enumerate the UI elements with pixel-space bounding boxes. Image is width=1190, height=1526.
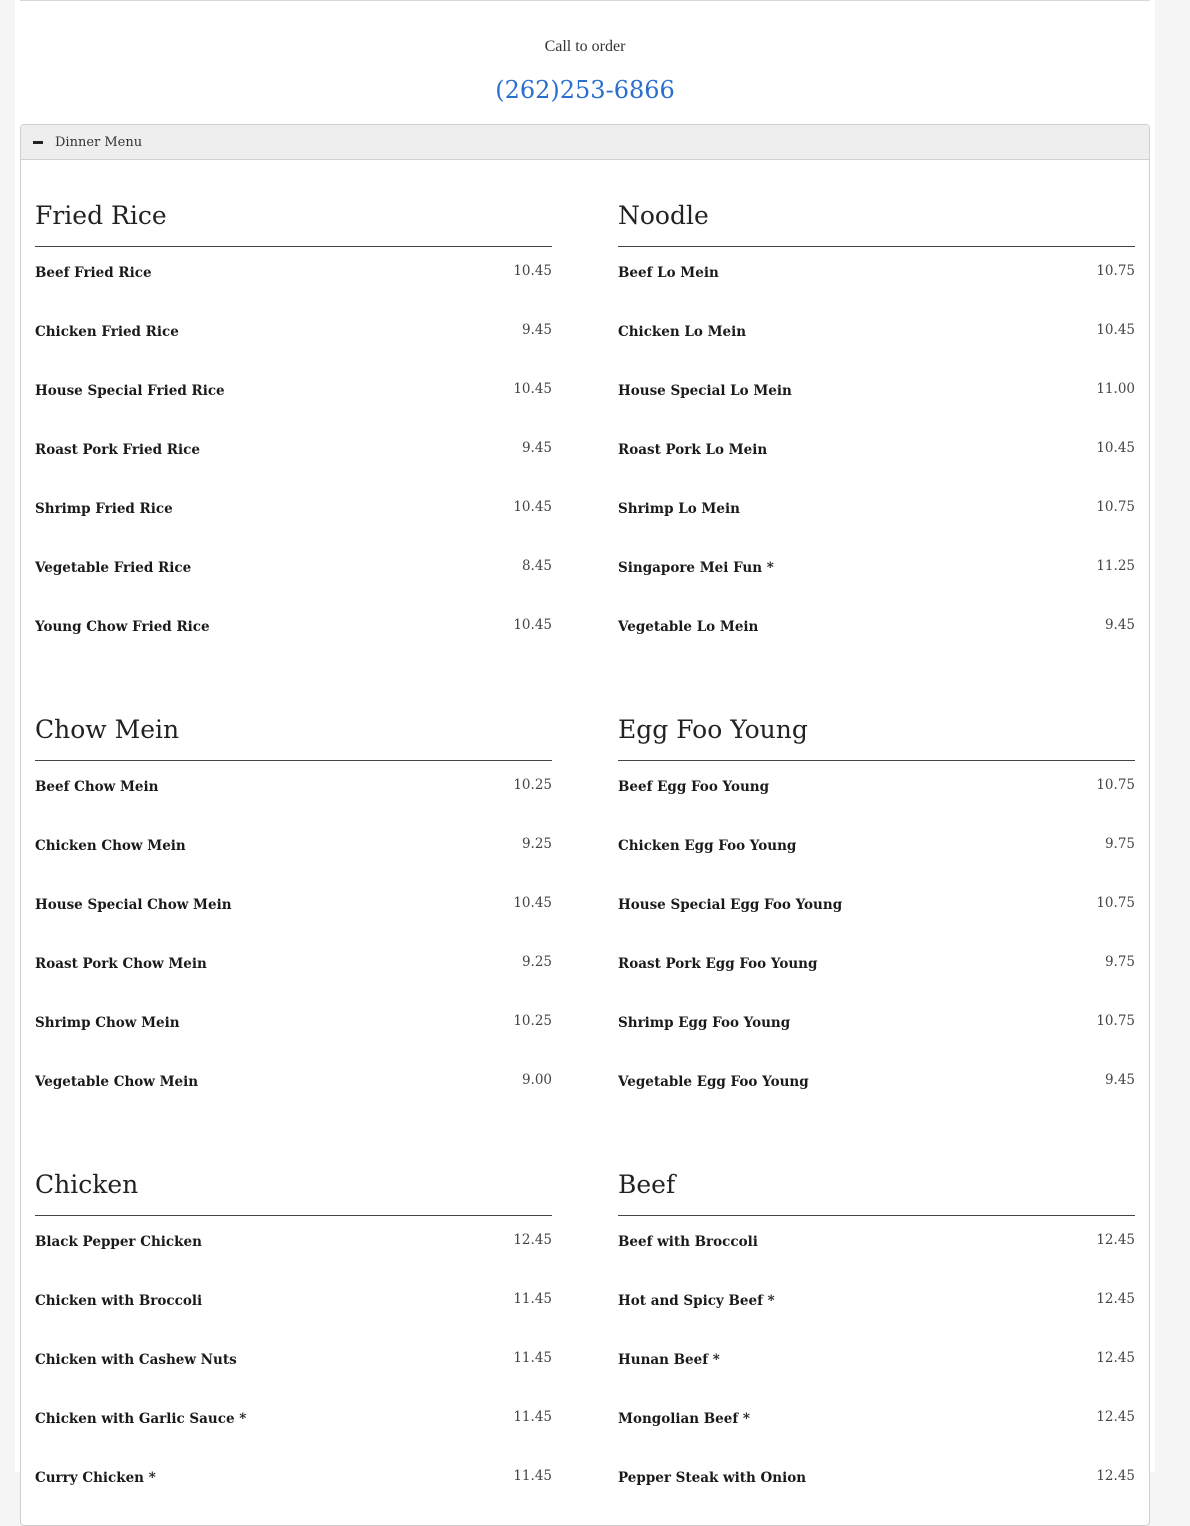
- menu-section: [35, 1168, 552, 1511]
- top-divider: [20, 0, 1150, 1]
- menu-item[interactable]: [618, 306, 1135, 365]
- menu-item[interactable]: [35, 879, 552, 938]
- menu-item[interactable]: [35, 424, 552, 483]
- menu-item-price: 11.25: [1096, 558, 1135, 574]
- menu-item-name: Chicken with Cashew Nuts: [35, 1352, 237, 1368]
- menu-item[interactable]: [35, 365, 552, 424]
- menu-item[interactable]: [618, 997, 1135, 1056]
- menu-item[interactable]: [35, 542, 552, 601]
- menu-item[interactable]: [618, 1334, 1135, 1393]
- menu-item-name: Roast Pork Lo Mein: [618, 442, 768, 458]
- menu-item-name: Hot and Spicy Beef *: [618, 1293, 775, 1309]
- menu-item-price: 11.45: [513, 1409, 552, 1425]
- menu-item-price: 11.00: [1096, 381, 1135, 397]
- menu-item-name: Hunan Beef *: [618, 1352, 720, 1368]
- menu-item-name: Shrimp Chow Mein: [35, 1015, 180, 1031]
- section-title: Fried Rice: [35, 199, 552, 247]
- menu-item[interactable]: [618, 1393, 1135, 1452]
- section-title: Egg Foo Young: [618, 713, 1135, 761]
- menu-item[interactable]: [35, 761, 552, 820]
- menu-item[interactable]: [35, 1275, 552, 1334]
- minus-icon: [33, 141, 43, 144]
- menu-item-name: Beef with Broccoli: [618, 1234, 758, 1250]
- menu-item-price: 10.45: [1096, 440, 1135, 456]
- menu-item[interactable]: [618, 1275, 1135, 1334]
- menu-item-price: 10.75: [1096, 895, 1135, 911]
- menu-item-price: 12.45: [1096, 1468, 1135, 1484]
- menu-item-price: 8.45: [521, 558, 552, 574]
- menu-item-name: Singapore Mei Fun *: [618, 560, 774, 576]
- menu-item[interactable]: [618, 483, 1135, 542]
- menu-item-name: Chicken Fried Rice: [35, 324, 179, 340]
- menu-item-name: Roast Pork Chow Mein: [35, 956, 207, 972]
- menu-item-price: 12.45: [1096, 1291, 1135, 1307]
- menu-item[interactable]: [618, 601, 1135, 660]
- menu-item[interactable]: [35, 601, 552, 660]
- menu-item[interactable]: [618, 820, 1135, 879]
- menu-item[interactable]: [35, 1056, 552, 1115]
- dinner-menu-toggle[interactable]: [21, 125, 1149, 160]
- menu-item-price: 9.45: [521, 322, 552, 338]
- menu-item[interactable]: [35, 1216, 552, 1275]
- menu-item-price: 12.45: [513, 1232, 552, 1248]
- menu-item-price: 11.45: [513, 1468, 552, 1484]
- menu-item-name: Beef Chow Mein: [35, 779, 159, 795]
- menu-item-price: 10.45: [513, 617, 552, 633]
- menu-item-name: Young Chow Fried Rice: [35, 619, 210, 635]
- menu-item-name: House Special Lo Mein: [618, 383, 792, 399]
- section-title: Beef: [618, 1168, 1135, 1216]
- menu-item-price: 9.00: [521, 1072, 552, 1088]
- menu-item[interactable]: [618, 365, 1135, 424]
- menu-item-name: Roast Pork Egg Foo Young: [618, 956, 818, 972]
- menu-item-name: Curry Chicken *: [35, 1470, 156, 1486]
- menu-item-name: Chicken with Garlic Sauce *: [35, 1411, 247, 1427]
- menu-item-name: Roast Pork Fried Rice: [35, 442, 200, 458]
- menu-section: [35, 713, 552, 1115]
- menu-item-price: 9.45: [1104, 617, 1135, 633]
- phone-link[interactable]: (262)253-6866: [495, 76, 675, 104]
- menu-item-name: Vegetable Fried Rice: [35, 560, 192, 576]
- menu-item[interactable]: [618, 879, 1135, 938]
- menu-item[interactable]: [618, 247, 1135, 306]
- menu-item-price: 9.25: [521, 836, 552, 852]
- menu-item-price: 10.75: [1096, 263, 1135, 279]
- panel-title: Dinner Menu: [55, 134, 143, 150]
- menu-item-price: 10.75: [1096, 1013, 1135, 1029]
- section-title: Noodle: [618, 199, 1135, 247]
- menu-item[interactable]: [35, 247, 552, 306]
- menu-item-name: Shrimp Fried Rice: [35, 501, 173, 517]
- menu-item-price: 9.75: [1104, 954, 1135, 970]
- menu-item-price: 12.45: [1096, 1232, 1135, 1248]
- menu-item-price: 10.45: [1096, 322, 1135, 338]
- menu-item-name: Vegetable Egg Foo Young: [618, 1074, 809, 1090]
- menu-section: [618, 713, 1135, 1115]
- dinner-menu-panel: [20, 124, 1150, 1526]
- menu-item-price: 11.45: [513, 1350, 552, 1366]
- menu-section: [618, 1168, 1135, 1511]
- menu-item-price: 9.25: [521, 954, 552, 970]
- menu-item[interactable]: [35, 820, 552, 879]
- menu-item-price: 11.45: [513, 1291, 552, 1307]
- menu-section: [618, 199, 1135, 660]
- menu-section: [35, 199, 552, 660]
- menu-item[interactable]: [35, 483, 552, 542]
- menu-item-name: House Special Chow Mein: [35, 897, 232, 913]
- menu-item[interactable]: [618, 1452, 1135, 1511]
- menu-item[interactable]: [618, 424, 1135, 483]
- menu-item[interactable]: [618, 1216, 1135, 1275]
- menu-item[interactable]: [618, 761, 1135, 820]
- menu-item-name: Vegetable Chow Mein: [35, 1074, 199, 1090]
- menu-item-price: 12.45: [1096, 1409, 1135, 1425]
- menu-item[interactable]: [35, 1452, 552, 1511]
- menu-item[interactable]: [35, 938, 552, 997]
- menu-item-name: Mongolian Beef *: [618, 1411, 750, 1427]
- menu-item-price: 10.25: [513, 1013, 552, 1029]
- menu-item[interactable]: [35, 997, 552, 1056]
- menu-item-name: Beef Lo Mein: [618, 265, 719, 281]
- menu-item[interactable]: [35, 1334, 552, 1393]
- menu-item-name: House Special Fried Rice: [35, 383, 225, 399]
- menu-item-price: 10.45: [513, 381, 552, 397]
- menu-item-price: 12.45: [1096, 1350, 1135, 1366]
- menu-item-price: 9.45: [1104, 1072, 1135, 1088]
- menu-item-price: 10.25: [513, 777, 552, 793]
- menu-item[interactable]: [618, 542, 1135, 601]
- menu-item-name: Black Pepper Chicken: [35, 1234, 202, 1250]
- menu-item-name: Beef Egg Foo Young: [618, 779, 770, 795]
- menu-item-price: 10.45: [513, 499, 552, 515]
- menu-item-price: 10.45: [513, 895, 552, 911]
- menu-item-price: 10.75: [1096, 777, 1135, 793]
- menu-item-name: Beef Fried Rice: [35, 265, 152, 281]
- menu-item-name: Pepper Steak with Onion: [618, 1470, 807, 1486]
- menu-item-name: Shrimp Egg Foo Young: [618, 1015, 791, 1031]
- menu-item-name: Chicken Egg Foo Young: [618, 838, 797, 854]
- menu-item-name: Vegetable Lo Mein: [618, 619, 759, 635]
- menu-item-price: 10.75: [1096, 499, 1135, 515]
- page: [15, 0, 1155, 1486]
- menu-item[interactable]: [35, 1393, 552, 1452]
- menu-item-name: Chicken with Broccoli: [35, 1293, 203, 1309]
- menu-item-name: Chicken Lo Mein: [618, 324, 747, 340]
- menu-item-name: Shrimp Lo Mein: [618, 501, 740, 517]
- section-title: Chow Mein: [35, 713, 552, 761]
- menu-item[interactable]: [618, 1056, 1135, 1115]
- call-to-order-label: Call to order: [544, 38, 626, 55]
- menu-item[interactable]: [618, 938, 1135, 997]
- menu-item-name: House Special Egg Foo Young: [618, 897, 843, 913]
- menu-item-price: 9.45: [521, 440, 552, 456]
- menu-item-price: 10.45: [513, 263, 552, 279]
- section-title: Chicken: [35, 1168, 552, 1216]
- menu-item-name: Chicken Chow Mein: [35, 838, 186, 854]
- menu-item-price: 9.75: [1104, 836, 1135, 852]
- menu-item[interactable]: [35, 306, 552, 365]
